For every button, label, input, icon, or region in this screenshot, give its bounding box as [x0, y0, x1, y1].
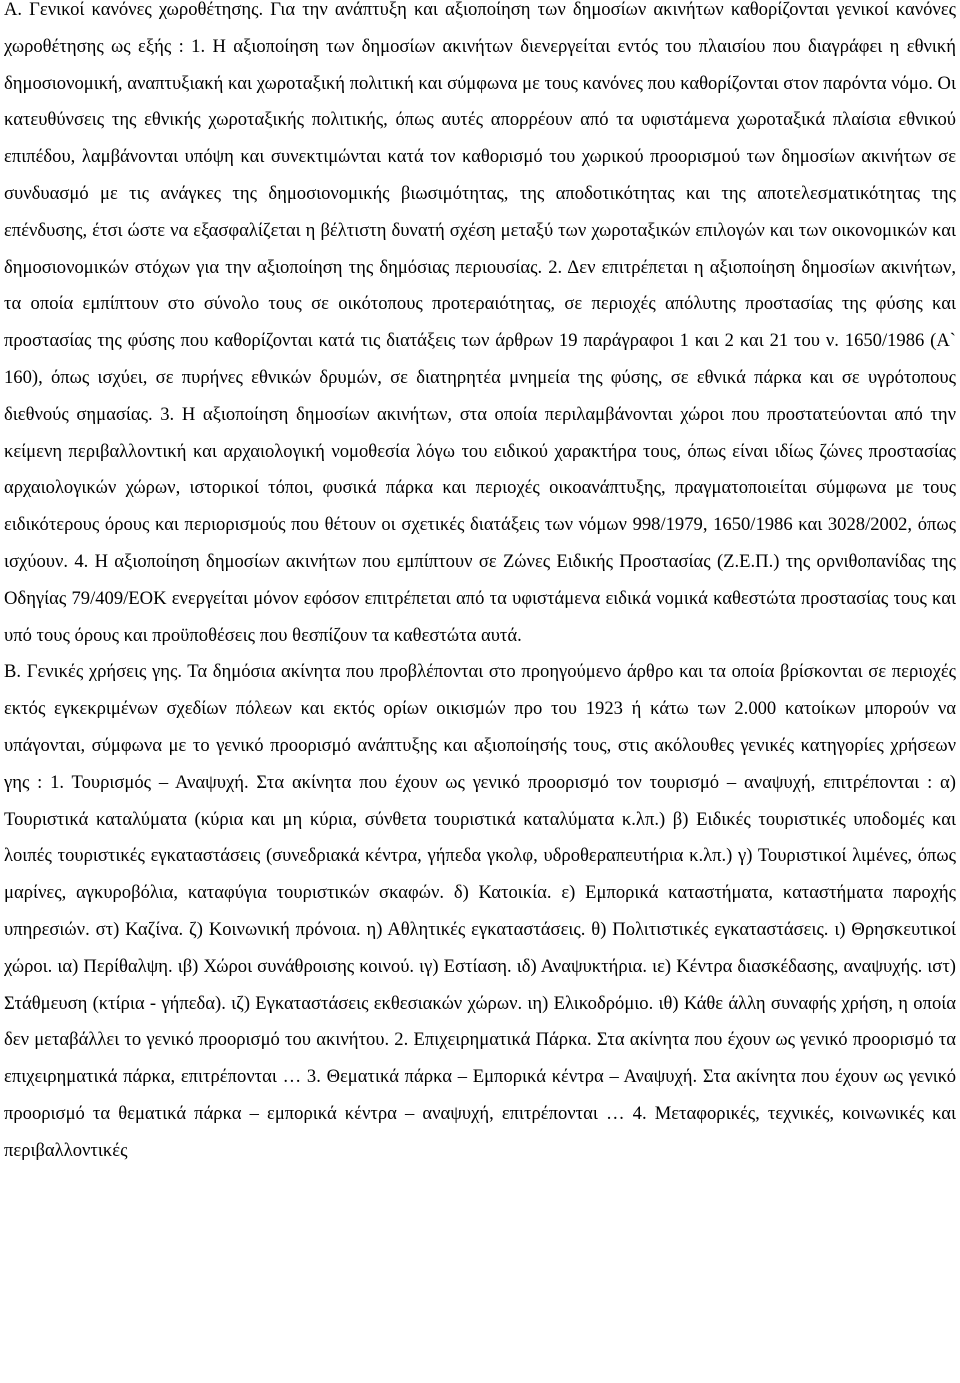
section-b-general-land-uses: Β. Γενικές χρήσεις γης. Τα δημόσια ακίνητα που προβλέπονται στο προηγούμενο άρθρο και τα οποία βρίσκονται σε περιοχές εκτός εγκεκριμένων σχεδίων πόλεων και εκτός ορίων οικισμών προ του 1923 ή κάτω των 2.000 κατοίκων μπορούν να υπάγονται, σύμφωνα με το γενικό προορισμό ανάπτυξης και αξιοποίησής τους, στις ακόλουθες γενικές κατηγορίες χρήσεων γης : 1. Τουρισμός – Αναψυχή. Στα ακίνητα που έχουν ως γενικό προορισμό τον τουρισμό – αναψυχή, επιτρέπονται : α) Τουριστικά καταλύματα (κύρια και μη κύρια, σύνθετα τουριστικά καταλύματα κ.λπ.) β) Ειδικές τουριστικές υποδομές και λοιπές τουριστικές εγκαταστάσεις (συνεδριακά κέντρα, γήπεδα γκολφ, υδροθεραπευτήρια κ.λπ.) γ) Τουριστικοί λιμένες, όπως μαρίνες, αγκυροβόλια, καταφύγια τουριστικών σκαφών. δ) Κατοικία. ε) Εμπορικά καταστήματα, καταστήματα παροχής υπηρεσιών. στ) Καζίνα. ζ) Κοινωνική πρόνοια. η) Αθλητικές εγκαταστάσεις. θ) Πολιτιστικές εγκαταστάσεις. ι) Θρησκευτικοί χώροι. ια) Περίθαλψη. ιβ) Χώροι συνάθροισης κοινού. ιγ) Εστίαση. ιδ) Αναψυκτήρια. ιε) Κέντρα διασκέδασης, αναψυχής. ιστ) Στάθμευση (κτίρια - γήπεδα). ιζ) Εγκαταστάσεις εκθεσιακών χώρων. ιη) Ελικοδρόμιο. ιθ) Κάθε άλλη συναφής χρήση, η οποία δεν μεταβάλλει το γενικό προορισμό του ακινήτου. 2. Επιχειρηματικά Πάρκα. Στα ακίνητα που έχουν ως γενικό προορισμό τα επιχειρηματικά πάρκα, επιτρέπονται … 3. Θεματικά πάρκα – Εμπορικά κέντρα – Αναψυχή. Στα ακίνητα που έχουν ως γενικό προορισμό τα θεματικά πάρκα – εμπορικά κέντρα – αναψυχή, επιτρέπονται … 4. Μεταφορικές, τεχνικές, κοινωνικές και περιβαλλοντικές [4, 661, 956, 1161]
section-a-general-siting-rules: Α. Γενικοί κανόνες χωροθέτησης. Για την ανάπτυξη και αξιοποίηση των δημοσίων ακινήτων καθορίζονται γενικοί κανόνες χωροθέτησης ως εξής : 1. Η αξιοποίηση των δημοσίων ακινήτων διενεργείται εντός του πλαισίου που διαγράφει η εθνική δημοσιονομική, αναπτυξιακή και χωροταξική πολιτική και σύμφωνα με τους κανόνες που καθορίζονται στον παρόντα νόμο. Οι κατευθύνσεις της εθνικής χωροταξικής πολιτικής, όπως αυτές απορρέουν από τα υφιστάμενα χωροταξικά πλαίσια εθνικού επιπέδου, λαμβάνονται υπόψη και συνεκτιμώνται κατά τον καθορισμό του χωρικού προορισμού των δημοσίων ακινήτων σε συνδυασμό με τις ανάγκες της δημοσιονομικής βιωσιμότητας, της αποδοτικότητας και της αποτελεσματικότητας της επένδυσης, έτσι ώστε να εξασφαλίζεται η βέλτιστη δυνατή σχέση μεταξύ των χωροταξικών επιλογών και των οικονομικών και δημοσιονομικών στόχων για την αξιοποίηση της δημόσιας περιουσίας. 2. Δεν επιτρέπεται η αξιοποίηση δημοσίων ακινήτων, τα οποία εμπίπτουν στο σύνολο τους σε οικότοπους προτεραιότητας, σε περιοχές απόλυτης προστασίας της φύσης και προστασίας της φύσης που καθορίζονται κατά τις διατάξεις των άρθρων 19 παράγραφοι 1 και 2 και 21 του ν. 1650/1986 (Α` 160), όπως ισχύει, σε πυρήνες εθνικών δρυμών, σε διατηρητέα μνημεία της φύσης, σε εθνικά πάρκα και σε υγρότοπους διεθνούς σημασίας. 3. Η αξιοποίηση δημοσίων ακινήτων, στα οποία περιλαμβάνονται χώροι που προστατεύονται από την κείμενη περιβαλλοντική και αρχαιολογική νομοθεσία λόγω του ειδικού χαρακτήρα τους, όπως είναι ιδίως ζώνες προστασίας αρχαιολογικών χώρων, ιστορικοί τόποι, φυσικά πάρκα και περιοχές οικοανάπτυξης, πραγματοποιείται σύμφωνα με τους ειδικότερους όρους και περιορισμούς που θέτουν οι σχετικές διατάξεις των νόμων 998/1979, 1650/1986 και 3028/2002, όπως ισχύουν. 4. Η αξιοποίηση δημοσίων ακινήτων που εμπίπτουν σε Ζώνες Ειδικής Προστασίας (Ζ.Ε.Π.) της ορνιθοπανίδας της Οδηγίας 79/409/ΕΟΚ ενεργείται μόνον εφόσον επιτρέπεται από τα υφιστάμενα ειδικά νομικά καθεστώτα προστασίας τους και υπό τους όρους και προϋποθέσεις που θεσπίζουν τα καθεστώτα αυτά. [4, 0, 956, 646]
